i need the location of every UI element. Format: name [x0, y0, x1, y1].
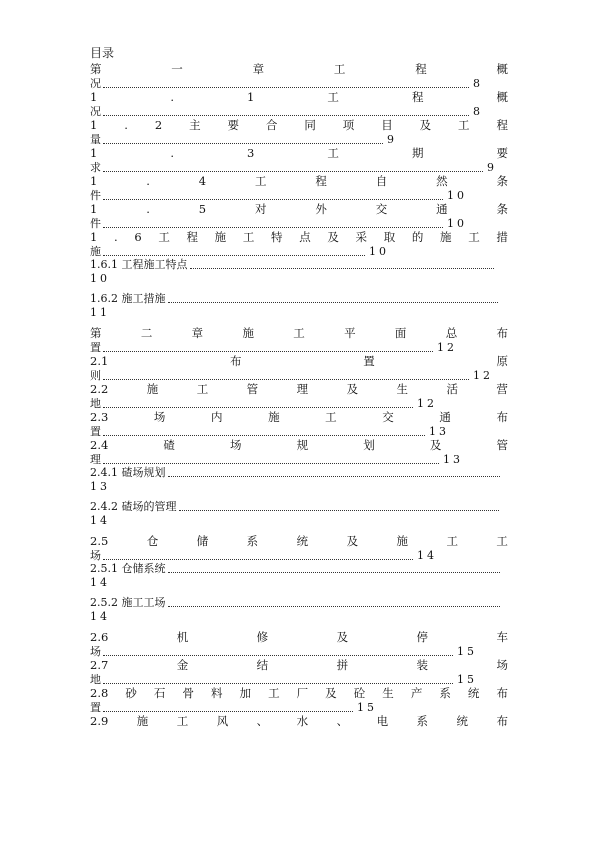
dot-leader [168, 302, 498, 303]
toc-entry[interactable] [90, 534, 508, 562]
toc-leader-line [90, 133, 508, 146]
toc-title-char: 结 [256, 658, 269, 672]
dot-leader [179, 510, 499, 511]
toc-entry-text: 置 [90, 425, 101, 438]
dot-leader [103, 655, 453, 656]
toc-page-number: 13 [443, 453, 463, 466]
toc-entry-title-row [90, 326, 508, 341]
toc-title-char: 同 [304, 118, 316, 132]
toc-entry-title-row [90, 174, 508, 189]
toc-leader-line [90, 673, 508, 686]
toc-entry-text: 则 [90, 369, 101, 382]
toc-entry[interactable] [90, 466, 508, 500]
toc-title-char: 1 [90, 146, 98, 160]
toc-page-number: 9 [387, 133, 397, 146]
toc-entry-text: 2.4.1 碴场规划 [90, 466, 166, 479]
toc-page-number: 8 [473, 77, 483, 90]
toc-page-number: 14 [417, 549, 437, 562]
dot-leader [103, 227, 443, 228]
toc-page-number: 14 [90, 514, 110, 527]
toc-title-char: 仓 [146, 534, 159, 548]
toc-title-char: 5 [198, 202, 207, 216]
toc-title-char: 章 [252, 62, 265, 76]
toc-title-char: 施 [146, 382, 159, 396]
toc-page-number: 9 [487, 161, 497, 174]
toc-entry-title-row [90, 630, 508, 645]
toc-title-char: 期 [411, 146, 424, 160]
toc-entry[interactable] [90, 62, 508, 90]
toc-entry-text: 2.4.2 碴场的管理 [90, 500, 177, 513]
toc-entry-text: 置 [90, 701, 101, 714]
toc-entry-text: 1.6.1 工程施工特点 [90, 258, 188, 271]
toc-title-char: 工 [158, 230, 170, 244]
dot-leader [103, 711, 353, 712]
toc-title-char: 1 [90, 174, 98, 188]
toc-entry-text: 况 [90, 77, 101, 90]
toc-entry[interactable] [90, 202, 508, 230]
toc-entry-title-row [90, 382, 508, 397]
toc-title-char: 外 [315, 202, 327, 216]
dot-leader [103, 143, 383, 144]
toc-title-char: 主 [189, 118, 201, 132]
toc-title-char: 及 [325, 686, 337, 700]
toc-title-char: 拼 [336, 658, 349, 672]
toc-title-char: 工 [333, 62, 346, 76]
toc-title-char: 施 [396, 534, 409, 548]
toc-title-char: 石 [153, 686, 166, 700]
toc-title-char: 及 [346, 382, 359, 396]
toc-title-char: 2.5 [90, 534, 109, 548]
toc-title-char: 统 [467, 686, 480, 700]
toc-title-char: 工 [468, 230, 480, 244]
toc-entry-title-row [90, 658, 508, 673]
toc-entry[interactable] [90, 686, 508, 714]
toc-title-char: 条 [496, 174, 508, 188]
toc-entry-text: 1.6.2 施工措施 [90, 292, 166, 305]
toc-title-char: 工 [327, 90, 339, 104]
toc-title-char: 工 [176, 714, 189, 728]
toc-title-char: 合 [265, 118, 278, 132]
toc-title-char: 2.4 [90, 438, 109, 452]
toc-title-char: 对 [254, 202, 267, 216]
toc-title-char: 装 [416, 658, 429, 672]
toc-leader-line [90, 500, 508, 513]
toc-title-char: 场 [230, 438, 242, 452]
toc-title-char: 2 [154, 118, 163, 132]
toc-title-char: 2.8 [90, 686, 109, 700]
toc-title-char: 活 [446, 382, 458, 396]
toc-title-char: 章 [191, 326, 204, 340]
toc-title-char: 、 [256, 714, 269, 728]
toc-title-char: . [170, 90, 175, 104]
toc-entry-title-row [90, 686, 508, 701]
toc-title-char: 交 [375, 202, 388, 216]
toc-title-char: 第 [90, 326, 102, 340]
toc-title-char: 施 [214, 230, 227, 244]
toc-title-char: 原 [496, 354, 508, 368]
toc-page-number: 14 [90, 610, 110, 623]
toc-title-char: 的 [411, 230, 424, 244]
toc-title-char: 布 [496, 410, 508, 424]
toc-title-char: 1 [90, 90, 98, 104]
toc-leader-line [90, 645, 508, 658]
toc-title-char: 工 [458, 118, 470, 132]
toc-leader-line [90, 425, 508, 438]
toc-title-char: 工 [242, 230, 255, 244]
toc-leader-line [90, 292, 508, 305]
toc-page-number: 10 [369, 245, 389, 258]
toc-entry-title-row [90, 146, 508, 161]
toc-title-char: 施 [242, 326, 254, 340]
toc-leader-line [90, 341, 508, 354]
toc-title-char: 程 [186, 230, 198, 244]
toc-title-char: 要 [496, 146, 508, 160]
toc-title-char: 1 [90, 202, 98, 216]
toc-page-number: 10 [447, 189, 467, 202]
toc-title-char: 及 [327, 230, 339, 244]
toc-title-char: 2.2 [90, 382, 109, 396]
toc-title-char: 工 [196, 382, 209, 396]
toc-page-number: 15 [457, 645, 477, 658]
toc-entry-title-row [90, 438, 508, 453]
toc-title-char: 面 [394, 326, 407, 340]
toc-entry-text: 施 [90, 245, 101, 258]
toc-title-char: 1 [90, 118, 98, 132]
toc-title-char: 场 [496, 658, 508, 672]
dot-leader [103, 255, 365, 256]
toc-title-char: 及 [336, 630, 349, 644]
toc-entry[interactable] [90, 410, 508, 438]
dot-leader [103, 559, 413, 560]
toc-entry-title-row [90, 202, 508, 217]
toc-title-char: 工 [325, 410, 337, 424]
toc-title-char: 规 [296, 438, 309, 452]
toc-title-char: 程 [315, 174, 327, 188]
toc-title-char: 施 [136, 714, 149, 728]
toc-title-char: 统 [456, 714, 469, 728]
toc-title-char: 修 [256, 630, 269, 644]
toc-title-char: 砼 [353, 686, 366, 700]
toc-entry-text: 地 [90, 673, 101, 686]
toc-title-char: 料 [210, 686, 223, 700]
toc-leader-line [90, 596, 508, 609]
toc-title-char: 通 [439, 410, 451, 424]
toc-title-char: . [170, 146, 175, 160]
toc-title-char: 通 [436, 202, 448, 216]
toc-leader-line [90, 453, 508, 466]
toc-entry[interactable] [90, 562, 508, 596]
toc-title-char: 金 [176, 658, 189, 672]
toc-page-number: 10 [447, 217, 467, 230]
toc-title-char: 4 [198, 174, 207, 188]
toc-title-char: 及 [346, 534, 359, 548]
toc-title-char: 施 [268, 410, 280, 424]
dot-leader [103, 199, 443, 200]
table-of-contents [90, 44, 508, 729]
toc-title-char: 理 [296, 382, 309, 396]
toc-title-char: 取 [383, 230, 396, 244]
toc-page-number: 10 [90, 272, 110, 285]
toc-entry-text: 件 [90, 189, 101, 202]
toc-title-char: 工 [446, 534, 458, 548]
dot-leader [103, 379, 469, 380]
toc-page-number: 13 [429, 425, 449, 438]
toc-leader-line [90, 369, 508, 382]
toc-title-char: 2.3 [90, 410, 109, 424]
toc-title-char: 加 [239, 686, 252, 700]
toc-entry[interactable] [90, 438, 508, 466]
toc-title-char: 工 [268, 686, 280, 700]
toc-title-char: 概 [496, 62, 508, 76]
toc-title-char: 交 [382, 410, 394, 424]
toc-title-char: 要 [227, 118, 239, 132]
toc-title-char: 场 [153, 410, 166, 424]
toc-entry[interactable] [90, 354, 508, 382]
toc-title-char: 目 [381, 118, 393, 132]
dot-leader [103, 435, 425, 436]
dot-leader [190, 268, 494, 269]
toc-entry[interactable] [90, 90, 508, 118]
toc-entry-text: 2.5.1 仓储系统 [90, 562, 166, 575]
toc-title-char: 生 [382, 686, 394, 700]
toc-entry[interactable] [90, 630, 508, 658]
toc-title-char: 、 [336, 714, 349, 728]
toc-title-char: 管 [246, 382, 259, 396]
toc-title-char: 机 [176, 630, 189, 644]
toc-title-char: 储 [196, 534, 209, 548]
toc-entry-title-row [90, 714, 508, 729]
toc-entry[interactable] [90, 596, 508, 630]
toc-title-char: 置 [363, 354, 375, 368]
toc-entry-text: 量 [90, 133, 101, 146]
toc-leader-line [90, 189, 508, 202]
toc-title-char: 划 [363, 438, 375, 452]
dot-leader [103, 171, 483, 172]
dot-leader [103, 115, 469, 116]
toc-title-char: 二 [140, 326, 153, 340]
toc-title-char: . [146, 202, 150, 216]
toc-page-number: 14 [90, 576, 110, 589]
toc-entry-text: 况 [90, 105, 101, 118]
toc-title-char: 采 [355, 230, 368, 244]
toc-page-number: 12 [473, 369, 493, 382]
toc-title-char: 概 [496, 90, 508, 104]
toc-title-char: 及 [419, 118, 432, 132]
toc-title-char: 程 [415, 62, 427, 76]
toc-entry[interactable] [90, 174, 508, 202]
dot-leader [168, 572, 500, 573]
toc-entry[interactable] [90, 326, 508, 354]
toc-leader-line [90, 105, 508, 118]
toc-entry[interactable] [90, 118, 508, 146]
toc-title-char: 骨 [182, 686, 194, 700]
toc-title-char: 工 [293, 326, 305, 340]
toc-title-char: 2.6 [90, 630, 109, 644]
toc-title-char: 及 [429, 438, 442, 452]
toc-page-number: 8 [473, 105, 483, 118]
toc-title-char: 布 [230, 354, 242, 368]
toc-leader-line [90, 466, 508, 479]
toc-title-char: 2.1 [90, 354, 109, 368]
toc-title-char: 电 [376, 714, 389, 728]
toc-leader-line [90, 77, 508, 90]
toc-leader-line [90, 245, 508, 258]
toc-entry[interactable] [90, 658, 508, 686]
toc-title-char: 车 [496, 630, 508, 644]
toc-title-char: 工 [327, 146, 339, 160]
toc-entry-text: 求 [90, 161, 101, 174]
toc-title-char: 措 [496, 230, 508, 244]
toc-page-number: 15 [357, 701, 377, 714]
toc-title-char: 布 [496, 326, 508, 340]
toc-title-char: 生 [396, 382, 409, 396]
toc-title-char: 厂 [296, 686, 309, 700]
dot-leader [103, 463, 439, 464]
toc-title-char: 一 [171, 62, 183, 76]
toc-title-char: 系 [439, 686, 451, 700]
toc-entry-title-row [90, 354, 508, 369]
toc-entry-title-row [90, 90, 508, 105]
toc-title-char: 平 [344, 326, 356, 340]
toc-entry[interactable] [90, 230, 508, 258]
toc-entry-title-row [90, 118, 508, 133]
toc-title-char: 管 [496, 438, 508, 452]
toc-title-char: 营 [496, 382, 508, 396]
toc-title: 目录 [90, 46, 115, 60]
toc-entry[interactable] [90, 500, 508, 534]
toc-entry[interactable] [90, 258, 508, 292]
toc-title-char: 碴 [163, 438, 175, 452]
toc-title-char: 砂 [125, 686, 137, 700]
toc-title-char: 项 [342, 118, 355, 132]
toc-entry-title-row [90, 230, 508, 245]
toc-title-char: . [114, 230, 118, 244]
toc-entry-text: 件 [90, 217, 101, 230]
toc-entry-text: 场 [90, 645, 101, 658]
toc-entry[interactable] [90, 714, 508, 729]
toc-title-char: 1 [90, 230, 98, 244]
toc-title-char: 然 [436, 174, 448, 188]
toc-entry-text: 地 [90, 397, 101, 410]
toc-entry[interactable] [90, 292, 508, 326]
toc-title-char: 工 [254, 174, 267, 188]
toc-title-char: 程 [496, 118, 508, 132]
toc-leader-line [90, 217, 508, 230]
toc-title-char: 点 [299, 230, 311, 244]
toc-title-char: 2.7 [90, 658, 109, 672]
toc-leader-line [90, 562, 508, 575]
toc-title-char: 系 [246, 534, 259, 548]
toc-title-char: 内 [210, 410, 223, 424]
toc-page-number: 11 [90, 306, 110, 319]
toc-title-char: 自 [375, 174, 388, 188]
toc-leader-line [90, 701, 508, 714]
toc-title-char: 统 [296, 534, 309, 548]
toc-leader-line [90, 258, 508, 271]
toc-title-char: 2.9 [90, 714, 109, 728]
toc-title-char: 3 [247, 146, 255, 160]
toc-entry-text: 场 [90, 549, 101, 562]
toc-entry[interactable] [90, 146, 508, 174]
toc-title-char: 6 [134, 230, 142, 244]
toc-title-char: 布 [496, 714, 508, 728]
toc-leader-line [90, 549, 508, 562]
toc-entry-title-row [90, 62, 508, 77]
toc-entry-title-row [90, 410, 508, 425]
toc-title-char: 特 [271, 230, 283, 244]
dot-leader [103, 351, 433, 352]
dot-leader [103, 407, 413, 408]
toc-title-char: 风 [216, 714, 229, 728]
dot-leader [103, 87, 469, 88]
dot-leader [103, 683, 453, 684]
toc-title-char: 1 [247, 90, 255, 104]
toc-title-char: 水 [296, 714, 309, 728]
toc-title-char: 系 [416, 714, 429, 728]
toc-entry-text: 2.5.2 施工工场 [90, 596, 166, 609]
toc-title-char: 布 [496, 686, 508, 700]
toc-title-char: 第 [90, 62, 102, 76]
toc-title-char: 程 [411, 90, 424, 104]
toc-title-char: 总 [445, 326, 458, 340]
toc-title-char: 产 [410, 686, 423, 700]
toc-page-number: 15 [457, 673, 477, 686]
toc-title-char: 停 [416, 630, 429, 644]
toc-title-char: 工 [496, 534, 508, 548]
toc-entry-text: 理 [90, 453, 101, 466]
toc-entry-text: 置 [90, 341, 101, 354]
toc-title-char: . [124, 118, 128, 132]
toc-page-number: 12 [437, 341, 457, 354]
toc-page-number: 13 [90, 480, 110, 493]
toc-leader-line [90, 397, 508, 410]
toc-leader-line [90, 161, 508, 174]
dot-leader [168, 476, 500, 477]
toc-entry[interactable] [90, 382, 508, 410]
toc-page-number: 12 [417, 397, 437, 410]
dot-leader [168, 606, 500, 607]
toc-entry-title-row [90, 534, 508, 549]
toc-title-char: 施 [440, 230, 452, 244]
toc-title-char: . [146, 174, 150, 188]
toc-title-char: 条 [496, 202, 508, 216]
